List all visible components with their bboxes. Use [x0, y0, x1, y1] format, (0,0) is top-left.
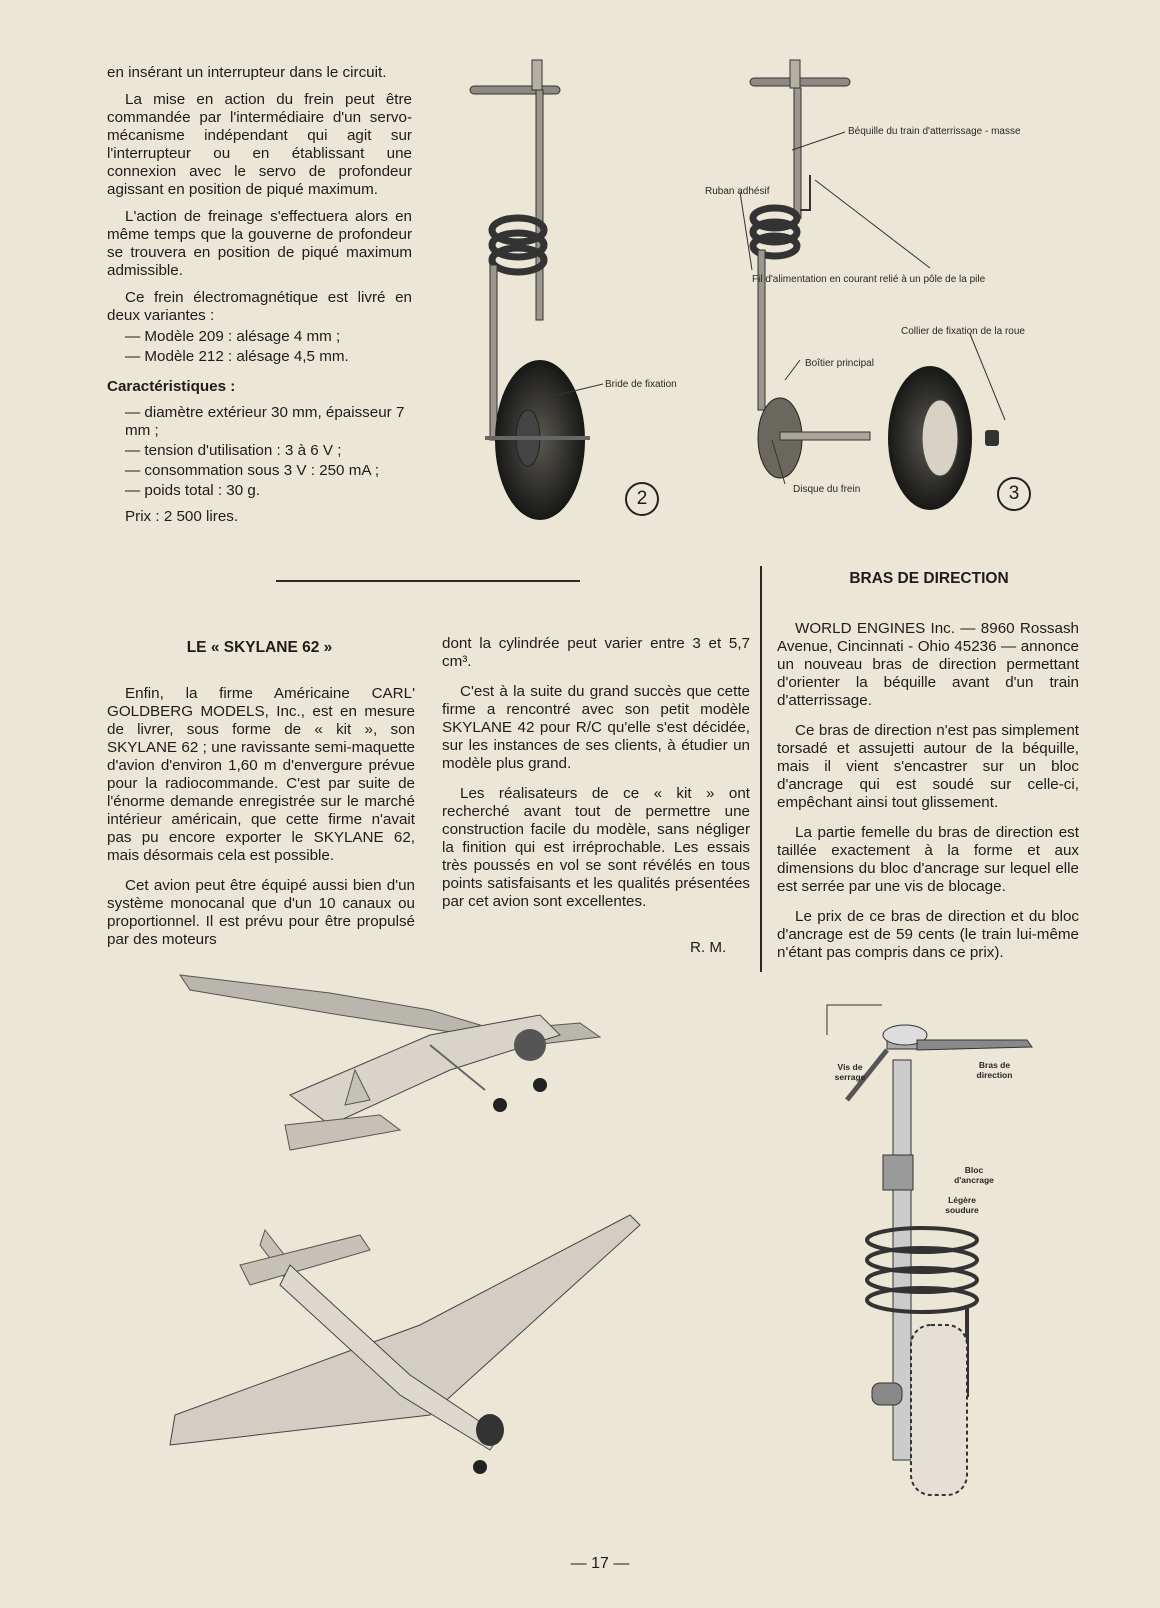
paragraph: Les réalisateurs de ce « kit » ont recherché avant tout de permettre une construction facile du modèle, sans négliger la finition qui est irréprochable. Les essais très poussés en vol se sont révélés en tous points satisfaisants et les qualités présentées par cet avion sont excellentes.	[442, 785, 750, 910]
paragraph: WORLD ENGINES Inc. — 8960 Rossash Avenue, Cincinnati - Ohio 45236 — annonce un nouveau bras de direction permettant d'orienter la béquille avant d'un train d'atterrissage.	[777, 620, 1079, 709]
boitier-label: Boîtier principal	[805, 358, 874, 369]
variant-item: — Modèle 212 : alésage 4,5 mm.	[125, 348, 349, 365]
leader-line	[553, 380, 613, 400]
paragraph: C'est à la suite du grand succès que cette firme a rencontré avec son petit modèle SKYLANE 42 pour R/C qu'elle s'est décidée, sur les instances de ses clients, à étudier un modèle plus grand.	[442, 683, 750, 772]
paragraph: Cet avion peut être équipé aussi bien d'un système monocanal que d'un 10 canaux ou proportionnel. Il est prévu pour être propulsé par des moteurs	[107, 877, 415, 948]
paragraph: Ce bras de direction n'est pas simplement torsadé et assujetti autour de la béquille, mais il vient s'encastrer sur un bloc d'ancrage qui est soudé sur celle-ci, empêchant ainsi tout glissement.	[777, 722, 1079, 811]
skylane-col2	[442, 635, 750, 920]
characteristic-item: — poids total : 30 g.	[125, 482, 261, 499]
fil-label: Fil d'alimentation en courant relié à un pôle de la pile	[752, 274, 986, 285]
characteristic-item: — tension d'utilisation : 3 à 6 V ;	[125, 442, 342, 459]
page-number: — 17 —	[570, 1555, 630, 1572]
bras-label: Bras de direction	[976, 1060, 1013, 1080]
vis-label: Vis de serrage	[834, 1062, 866, 1082]
characteristics-heading: Caractéristiques :	[107, 378, 236, 395]
landing-gear-figure-2	[440, 60, 680, 520]
bloc-label: Bloc d'ancrage	[954, 1165, 994, 1185]
paragraph: Le prix de ce bras de direction et du bloc d'ancrage est de 59 cents (le train lui-même n'étant pas compris dans ce prix).	[777, 908, 1079, 961]
leader-lines	[730, 120, 1030, 520]
figure-number-3: 3	[997, 477, 1031, 511]
characteristic-item: — diamètre extérieur 30 mm, épaisseur 7 mm ;	[125, 404, 405, 439]
paragraph: L'action de freinage s'effectuera alors en même temps que la gouverne de profondeur se trouvera en position de piqué maximum admissible.	[107, 208, 412, 279]
skylane-col1	[107, 685, 415, 958]
airplane-photo-side	[180, 975, 600, 1175]
paragraph: Enfin, la firme Américaine CARL' GOLDBERG MODELS, Inc., est en mesure de livrer, sous forme de « kit », son SKYLANE 62 ; une ravissante semi-maquette d'avion d'environ 1,60 m d'envergure prévue pour la radiocommande. C'est par suite de l'énorme demande enregistrée sur le marché intérieur américain, que cette firme n'avait pas pu encore exporter le SKYLANE 62, mais désormais cela est possible.	[107, 685, 415, 864]
bride-label: Bride de fixation	[605, 379, 677, 390]
airplane-photo-top	[170, 1205, 640, 1485]
paragraph: La mise en action du frein peut être commandée par l'intermédiaire d'un servo-mécanisme indépendant qui agit sur l'interrupteur ou en établissant une connexion avec le servo de profondeur agissant en position de piqué maximum.	[107, 91, 412, 198]
bequille-label: Béquille du train d'atterrissage - masse	[848, 126, 1021, 137]
collier-label: Collier de fixation de la roue	[901, 326, 1025, 337]
paragraph: Ce frein électromagnétique est livré en deux variantes :	[107, 289, 412, 324]
paragraph: La partie femelle du bras de direction est taillée exactement à la forme et aux dimensions du bloc d'ancrage sur lequel elle est serrée par une vis de blocage.	[777, 824, 1079, 895]
price: Prix : 2 500 lires.	[125, 508, 239, 525]
figure-number-2: 2	[625, 482, 659, 516]
divider-vertical	[760, 566, 762, 972]
signature: R. M.	[690, 939, 727, 956]
top-left-text	[107, 64, 412, 526]
ruban-label: Ruban adhésif	[705, 186, 770, 197]
paragraph: dont la cylindrée peut varier entre 3 et 5,7 cm³.	[442, 635, 750, 670]
divider-horizontal	[276, 580, 580, 582]
bras-text	[777, 620, 1079, 971]
skylane-title: LE « SKYLANE 62 »	[186, 639, 333, 656]
variant-item: — Modèle 209 : alésage 4 mm ;	[125, 328, 341, 345]
bras-title: BRAS DE DIRECTION	[849, 570, 1009, 587]
characteristic-item: — consommation sous 3 V : 250 mA ;	[125, 462, 380, 479]
disque-label: Disque du frein	[793, 484, 861, 495]
paragraph: en insérant un interrupteur dans le circuit.	[107, 64, 387, 81]
soudure-label: Légère soudure	[945, 1195, 979, 1215]
